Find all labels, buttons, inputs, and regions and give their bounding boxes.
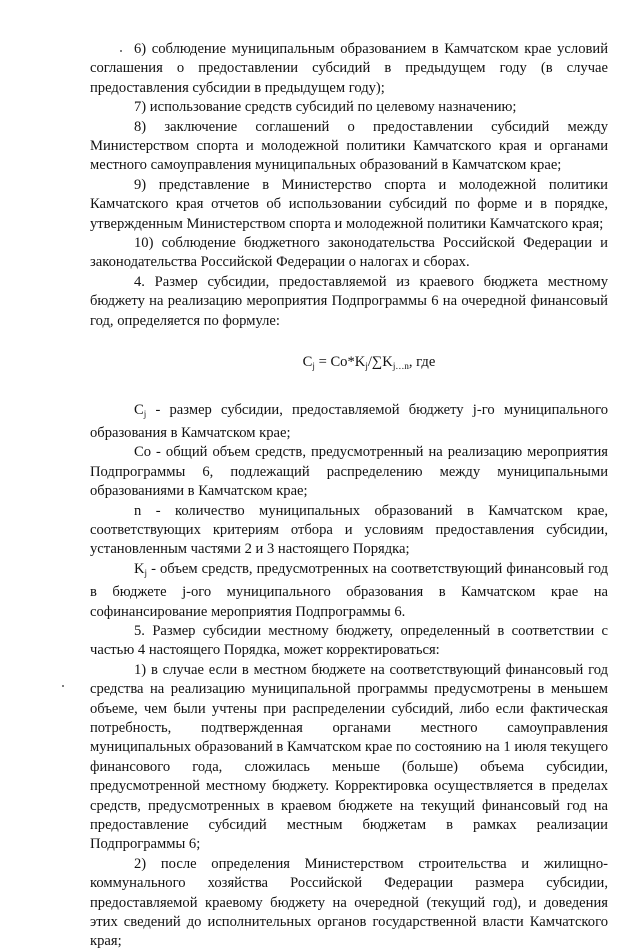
definition-kj-subscript: j [144,567,148,578]
paragraph-item-5-1: 1) в случае если в местном бюджете на соответствующий финансовый год средства на реализацию муниципальной программы предусмотрены в меньшем объеме, чем были учтены при распределении субсидий, либо если фактическая потребность, подтвержденная органами местного самоуправления муниципальных образований в Камчатском крае по состоянию на 1 июля текущего финансового года, сложилась меньше (больше) объема субсидии, предусмотренной местному бюджету. Корректировка осуществляется в пределах средств, предусмотренных в краевом бюджете на текущий финансовый год на предоставление субсидий местным бюджетам в рамках реализации Подпрограммы 6; [90,661,608,853]
subsidy-formula [130,353,608,376]
formula-sum-subscript: j…n [392,361,409,372]
formula-sum: /∑K [367,354,393,371]
definition-kj-symbol: K [134,560,145,577]
definition-kj [90,560,608,622]
scan-speck [62,685,64,687]
definition-cj-text: - размер субсидии, предоставляемой бюджету j-го муниципального образования в Камчатском крае; [90,401,608,441]
formula-middle: = Co*K [314,354,366,371]
definition-n: n - количество муниципальных образований в Камчатском крае, соответствующих критериям отбора и условиям предоставления субсидии, установленным частями 2 и 3 настоящего Порядка; [90,502,608,558]
formula-k-subscript: j [365,361,368,372]
definition-cj-symbol: C [134,401,144,418]
paragraph-item-10: 10) соблюдение бюджетного законодательства Российской Федерации и законодательства Российской Федерации о налогах и сборах. [90,235,608,271]
definition-kj-text: - объем средств, предусмотренных на соответствующий финансовый год в бюджете j-ого муниципального образования в Камчатском крае на софинансирование мероприятия Подпрограммы 6. [90,560,608,620]
formula-c-subscript: j [312,361,315,372]
paragraph-item-6: 6) соблюдение муниципальным образованием в Камчатском крае условий соглашения о предоставлении субсидий в предыдущем году (в случае предоставления субсидии в предыдущем году); [90,41,608,96]
definition-cj [90,401,608,444]
paragraph-item-7: 7) использование средств субсидий по целевому назначению; [134,99,517,116]
paragraph-item-5-2: 2) после определения Министерством строительства и жилищно-коммунального хозяйства Российской Федерации размера субсидии, предоставляемой краевому бюджету на очередной (текущий год), и доведения этих сведений до исполнительных органов государственной власти Камчатского края; [90,855,608,950]
paragraph-section-5: 5. Размер субсидии местному бюджету, определенный в соответствии с частью 4 настоящего Порядка, может корректироваться: [90,622,608,659]
paragraph-item-8: 8) заключение соглашений о предоставлении субсидий между Министерством спорта и молодежной политики Камчатского края и органами местного самоуправления муниципальных образований в Камчатском крае; [90,118,608,174]
paragraph-section-4: 4. Размер субсидии, предоставляемой из краевого бюджета местному бюджету на реализацию мероприятия Подпрограммы 6 на очередной финансовый год, определяется по формуле: [90,273,608,329]
paragraph-item-9: 9) представление в Министерство спорта и молодежной политики Камчатского края отчетов об использовании субсидий по форме и в порядке, утвержденным Министерством спорта и молодежной политики Камчатского края; [90,176,608,232]
document-body [90,40,608,952]
formula-c: C [302,354,313,371]
formula-tail: , где [408,354,436,371]
definition-cj-subscript: j [143,408,147,419]
definition-co: Co - общий объем средств, предусмотренный на реализацию мероприятия Подпрограммы 6, подлежащий распределению между муниципальными образованиями в Камчатском крае; [90,444,608,500]
